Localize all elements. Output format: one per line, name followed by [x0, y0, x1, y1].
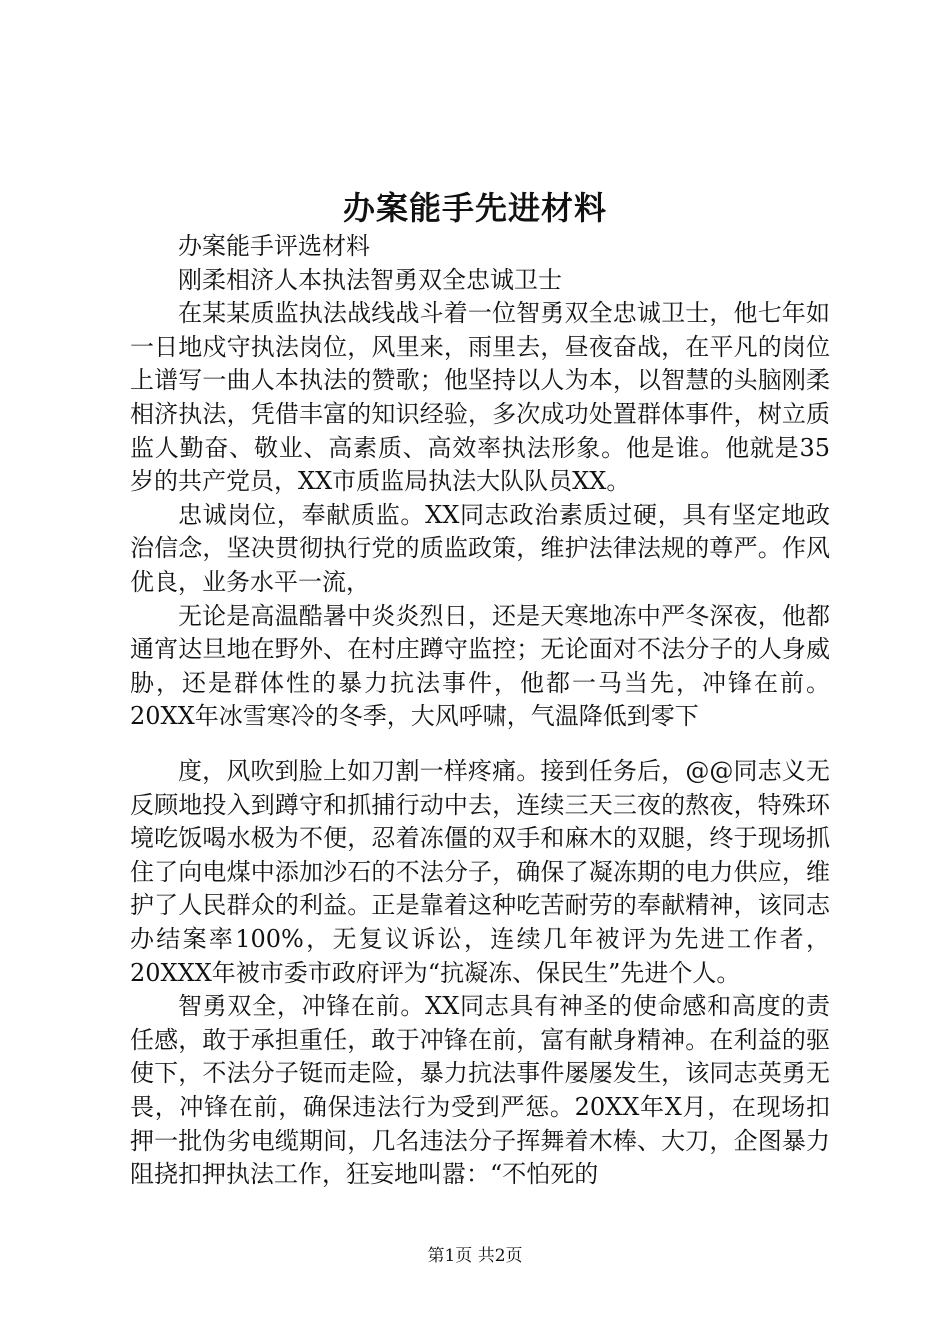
paragraph-headline: 刚柔相济人本执法智勇双全忠诚卫士	[178, 265, 562, 294]
paragraph: 无论是高温酷暑中炎炎烈日，还是天寒地冻中严冬深夜，他都通宵达旦地在野外、在村庄蹲守监控；无论面对不法分子的人身威胁，还是群体性的暴力抗法事件，他都一马当先，冲锋在前。20XX年冰雪寒冷的冬季，大风呼啸，气温降低到零下	[130, 601, 830, 731]
paragraph: 在某某质监执法战线战斗着一位智勇双全忠诚卫士，他七年如一日地戍守执法岗位，风里来，雨里去，昼夜奋战，在平凡的岗位上谱写一曲人本执法的赞歌；他坚持以人为本，以智慧的头脑刚柔相济执法，凭借丰富的知识经验，多次成功处置群体事件，树立质监人勤奋、敬业、高素质、高效率执法形象。他是谁。他就是35岁的共产党员，XX市质监局执法大队队员XX。	[130, 299, 830, 496]
body-text-block-1	[130, 230, 830, 734]
paragraph: 智勇双全，冲锋在前。XX同志具有神圣的使命感和高度的责任感，敢于承担重任，敢于冲锋在前，富有献身精神。在利益的驱使下，不法分子铤而走险，暴力抗法事件屡屡发生，该同志英勇无畏，冲锋在前，确保违法行为受到严惩。20XX年X月，在现场扣押一批伪劣电缆期间，几名违法分子挥舞着木棒、大刀，企图暴力阻挠扣押执法工作，狂妄地叫嚣：“不怕死的	[130, 992, 830, 1189]
paragraph: 忠诚岗位，奉献质监。XX同志政治素质过硬，具有坚定地政治信念，坚决贯彻执行党的质监政策，维护法律法规的尊严。作风优良，业务水平一流，	[130, 500, 830, 596]
body-text-block-2	[130, 755, 830, 1192]
page-number-label: 第1页 共2页	[427, 1246, 523, 1266]
paragraph: 度，风吹到脸上如刀割一样疼痛。接到任务后，@@同志义无反顾地投入到蹲守和抓捕行动中去，连续三天三夜的熬夜，特殊环境吃饭喝水极为不便，忍着冻僵的双手和麻木的双腿，终于现场抓住了向电煤中添加沙石的不法分子，确保了凝冻期的电力供应，维护了人民群众的利益。正是靠着这种吃苦耐劳的奉献精神，该同志办结案率100%，无复议诉讼，连续几年被评为先进工作者，20XXX年被市委市政府评为“抗凝冻、保民生”先进个人。	[130, 757, 830, 987]
paragraph-subtitle: 办案能手评选材料	[178, 232, 370, 260]
page-footer	[0, 1244, 950, 1268]
document-title: 办案能手先进材料	[342, 189, 607, 227]
